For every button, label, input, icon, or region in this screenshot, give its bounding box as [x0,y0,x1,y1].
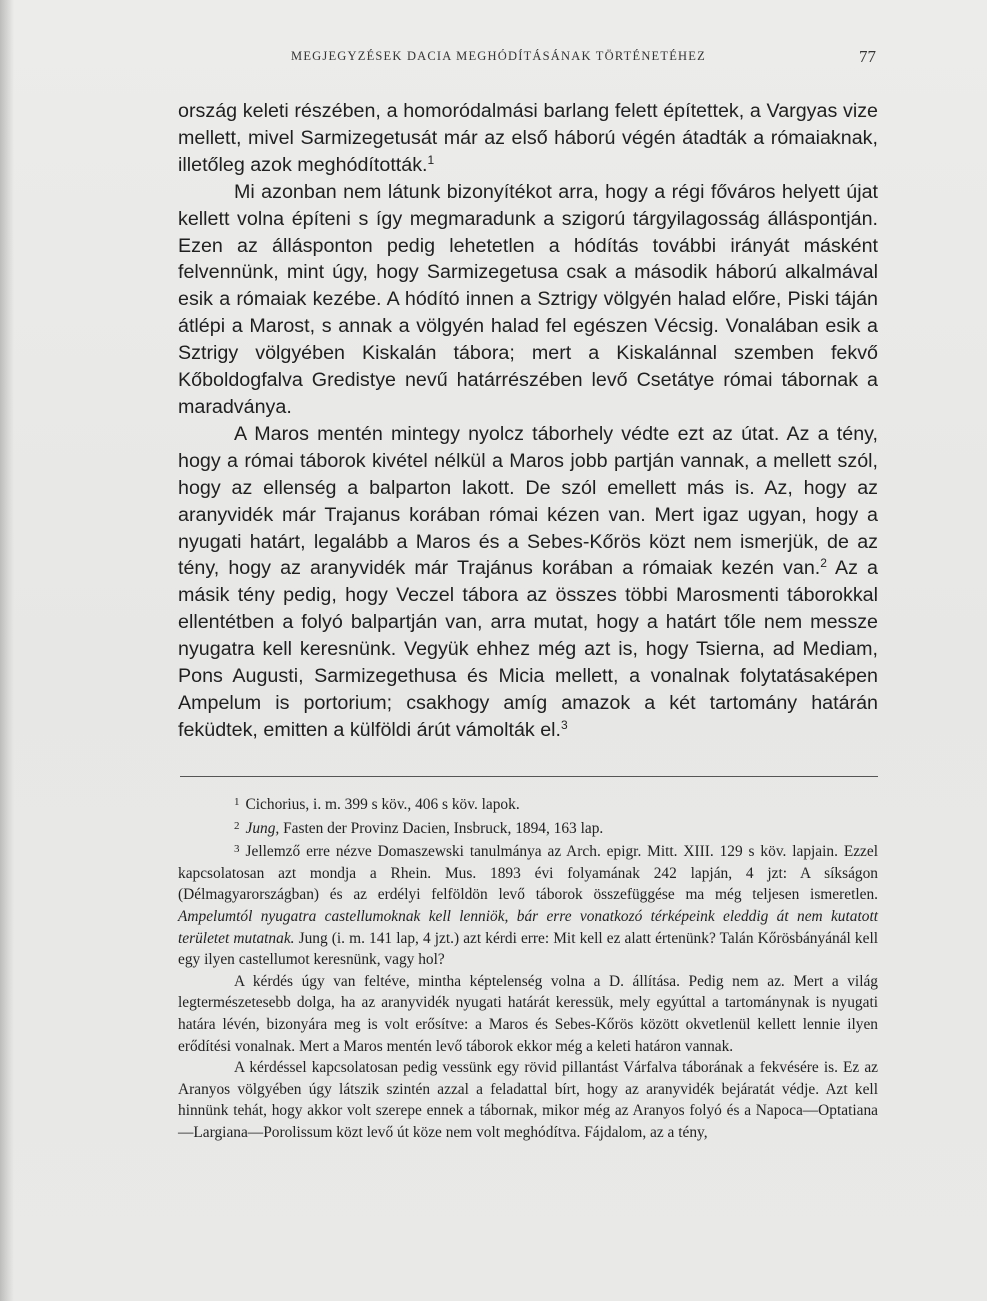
footnote-ref-3: 3 [561,717,568,732]
footnote-2-mark: 2 [234,819,240,832]
footnote-3-mark: 3 [234,843,240,856]
paragraph-3-text-b: Az a másik tény pedig, hogy Veczel tábora az összes többi Marosmenti táborokkal ellentétben a folyó balpartján van, arra mutat, hogy a határt tőle nem messze nyugatra kell keresnünk. Vegyük ehhez még azt is, hogy Tsierna, ad Mediam, Pons Augusti, Sarmizegethusa és Micia mellett, a vonalnak folytatásaképen Ampelum is portorium; csakhogy amíg amazok a két tartomány határán feküdtek, emitten a külföldi árút vámolták el. [178,557,879,741]
paragraph-3-text-a: A Maros mentén mintegy nyolcz táborhely védte ezt az útat. Az a tény, hogy a római táborok kivétel nélkül a Maros jobb partján vannak, a mellett szól, hogy az ellenség a balparton lakott. De szól emellett más is. Az, hogy az aranyvidék már Trajanus korában római kézen van. Mert igaz ugyan, hogy a nyugati határt, legalább a Maros és a Sebes-Kőrös közt nem ismerjük, de az tény, hogy az aranyvidék már Trajánus korában a rómaiak kezén van. [178,422,878,580]
main-text [178,98,878,744]
footnotes [178,792,878,1144]
paragraph-3 [178,421,878,744]
footnote-1-mark: 1 [234,796,240,808]
footnote-1 [178,792,878,816]
page-number: 77 [859,47,876,66]
footnote-ref-2: 2 [820,556,827,571]
footnote-2-text: Fasten der Provinz Dacien, Insbruck, 1894, 163 lap. [279,819,604,837]
page-gutter-shadow [0,0,14,1301]
footnote-3-text-b: Jung (i. m. 141 lap, 4 jzt.) azt kérdi erre: Mit kell ez alatt értenünk? Talán Kőrösbányánál kell egy ilyen castellumot keresnünk, vagy hol? [178,929,878,969]
footnote-3 [178,839,878,971]
paragraph-2: Mi azonban nem látunk bizonyítékot arra, hogy a régi főváros helyett újat kellett volna építeni s így megmaradunk a szigorú tárgyilagosság álláspontján. Ezen az állásponton pedig lehetetlen a hódítás további irányát másként felvennünk, mint úgy, hogy Sarmizegetusa csak a második háború alkalmával esik a rómaiak kezébe. A hódító innen a Sztrigy völgyén halad előre, Piski táján átlépi a Marost, s annak a völgyén halad fel egészen Vécsig. Vonalában esik a Sztrigy völgyében Kiskalán tábora; mert a Kiskalánnal szemben fekvő Kőboldogfalva Gredistye nevű határrészében levő Csetátye római tábornak a maradványa. [178,180,878,418]
footnote-1-text: Cichorius, i. m. 399 s köv., 406 s köv. lapok. [245,796,520,813]
paragraph-1 [178,98,878,179]
footnote-separator [180,776,878,777]
footnote-2 [178,816,878,840]
running-title: MEGJEGYZÉSEK DACIA MEGHÓDÍTÁSÁNAK TÖRTÉNETÉHEZ [291,49,706,63]
footnote-3-italic: Ampelumtól nyugatra castellumoknak kell lenniök, bár erre vonatkozó térképeink eleddig át nem kutatott területet mutatnak. [178,907,878,947]
running-head [178,49,878,71]
footnote-ref-1: 1 [427,152,435,167]
footnote-3-paragraph-2: A kérdés úgy van feltéve, mintha képtelenség volna a D. állítása. Pedig nem az. Mert a világ legtermészetesebb dolga, ha az aranyvidék nyugati határát keressük, mely egyúttal a tartománynak is nyugati határa lévén, bizonyára meg is volt erősítve: a Maros és Sebes-Kőrös között okvetlenül kellett lennie ilyen erődítési vonalnak. Mert a Maros mentén levő táborok ekkor még a keleti határon vannak. [178,972,878,1055]
footnote-3-paragraph-3: A kérdéssel kapcsolatosan pedig vessünk egy rövid pillantást Várfalva táborának a fekvésére is. Ez az Aranyos völgyében úgy látszik szintén azzal a feladattal bírt, hogy az aranyvidék bejáratát védje. Azt kell hinnünk tehát, hogy akkor volt szerepe ennek a tábornak, mikor még az Aranyos folyó és a Napoca—Optatiana—Largiana—Porolissum közt levő út köze nem volt meghódítva. Fájdalom, az a tény, [178,1059,878,1141]
footnote-2-author: Jung, [245,819,280,837]
footnote-3-text-a: Jellemző erre nézve Domaszewski tanulmánya az Arch. epigr. Mitt. XIII. 129 s köv. lapjain. Ezzel kapcsolatosan azt mondja a Rhein. Mus. 1893 évi folyamának 242 lapján, 4 jzt: A síkságon (Délmagyarországban) és az erdélyi felföldön levő táborok összefüggése ma még teljesen ismeretlen. [178,843,878,904]
paragraph-1-text: ország keleti részében, a homoródalmási barlang felett építettek, a Vargyas vize mellett, mivel Sarmizegetusát már az első háború végén átadták a rómaiaknak, illetőleg azok meghódították. [178,100,878,176]
